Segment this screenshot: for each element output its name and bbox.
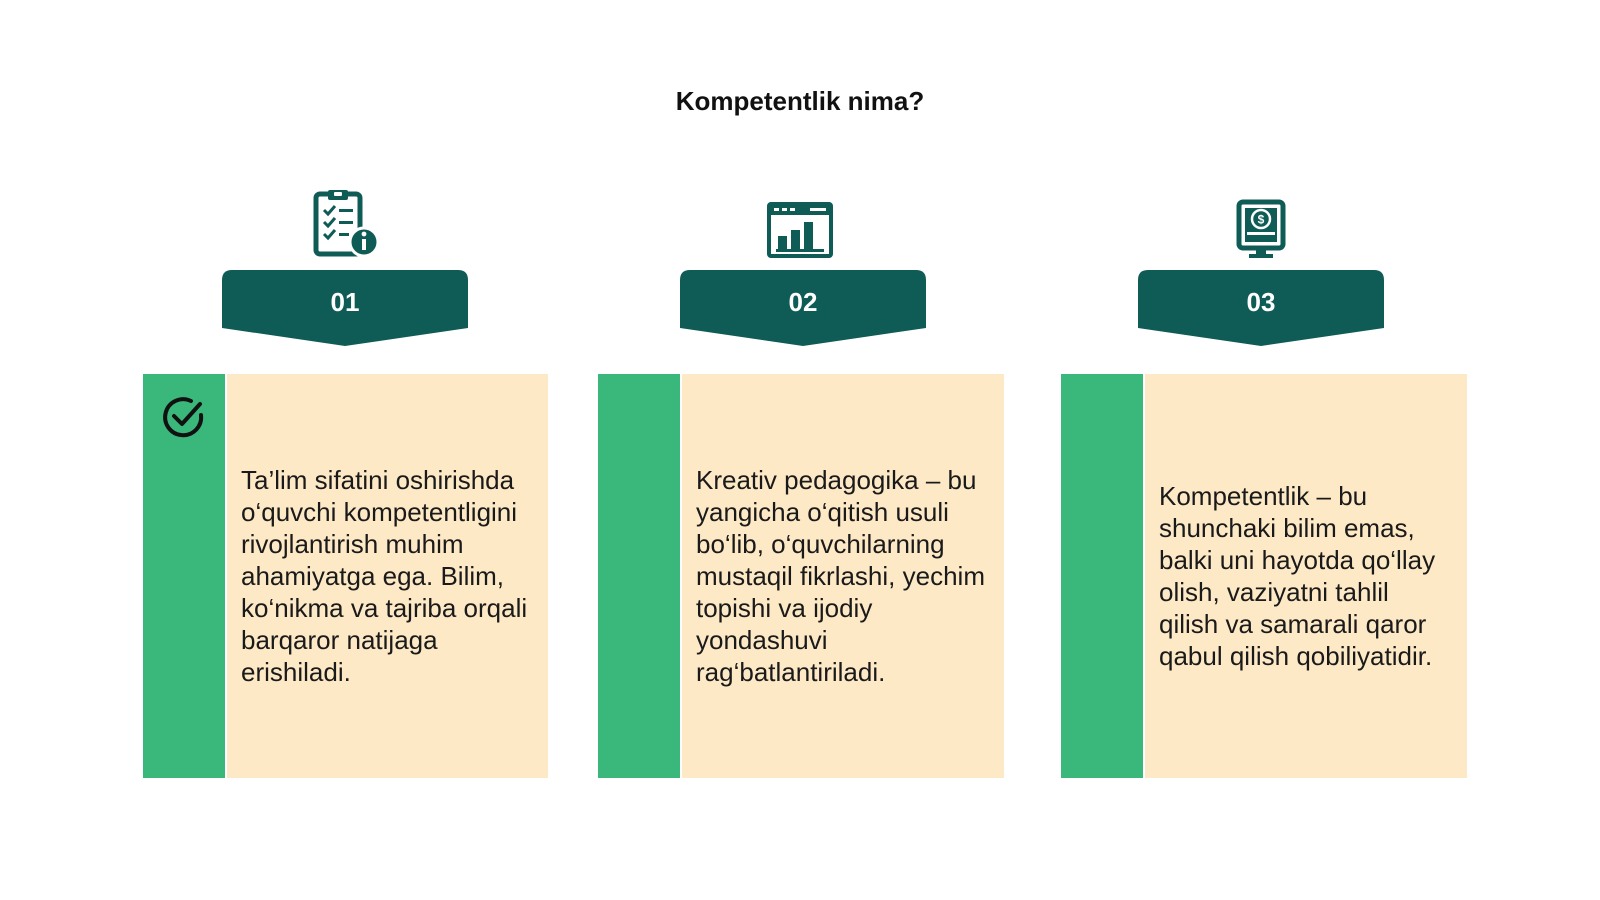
- clipboard-checklist-info-icon: [310, 188, 382, 260]
- step-badge-01: [222, 270, 468, 348]
- card-text: Ta’lim sifatini oshirishda o‘quvchi kompetentligini rivojlantirish muhim ahamiyatga ega. Bilim, ko‘nikma va tajriba orqali barqaror natijaga erishiladi.: [241, 465, 528, 687]
- step-number: 01: [330, 287, 360, 317]
- monitor-dollar-icon: [1225, 192, 1297, 264]
- step-card-01: [143, 374, 548, 778]
- card-text: Kompetentlik – bu shunchaki bilim emas, balki uni hayotda qo‘llay olish, vaziyatni tahlil qilish va samarali qaror qabul qilish qobiliyatidir.: [1159, 481, 1436, 671]
- card-text: Kreativ pedagogika – bu yangicha o‘qitish usuli bo‘lib, o‘quvchilarning mustaqil fikrlashi, yechim topishi va ijodiy yondashuvi rag‘batlantiriladi.: [696, 465, 985, 687]
- step-number: 02: [788, 287, 818, 317]
- card-body: [1145, 374, 1467, 778]
- step-badge-03: [1138, 270, 1384, 348]
- check-circle-icon: [161, 394, 207, 440]
- svg-text:$: $: [1257, 212, 1265, 227]
- card-body: [682, 374, 1004, 778]
- slide-title: Kompetentlik nima?: [675, 86, 925, 116]
- step-number: 03: [1246, 287, 1276, 317]
- card-accent-stripe: [1061, 374, 1143, 778]
- step-card-02: [598, 374, 1004, 778]
- step-badge-02: [680, 270, 926, 348]
- step-card-03: [1061, 374, 1467, 778]
- card-accent-stripe: [598, 374, 680, 778]
- browser-bar-chart-icon: [764, 192, 836, 264]
- card-accent-stripe: [143, 374, 225, 778]
- card-body: [227, 374, 548, 778]
